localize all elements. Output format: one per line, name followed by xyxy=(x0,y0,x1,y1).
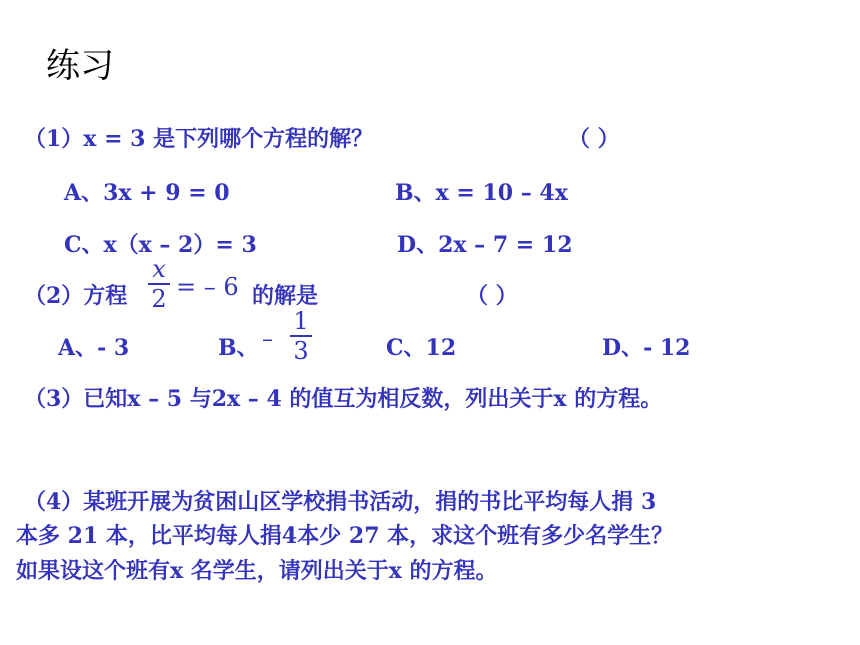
q2-answer-paren: （ ） xyxy=(466,283,518,309)
q2-option-d: D、- 12 xyxy=(602,335,691,361)
q4-line-3: 如果设这个班有x 名学生，请列出关于x 的方程。 xyxy=(16,558,498,584)
q2-fraction-denominator: 2 xyxy=(151,284,167,313)
q1-option-c: C、x（x – 2）= 3 xyxy=(64,232,257,258)
q1-answer-paren: （ ） xyxy=(568,126,620,152)
q2-rhs: = – 6 xyxy=(176,273,239,301)
q2-suffix: 的解是 xyxy=(252,283,319,309)
q4-line-2: 本多 21 本，比平均每人捐4本少 27 本，求这个班有多少名学生？ xyxy=(16,523,674,549)
q4-line-1: （4）某班开展为贫困山区学校捐书活动，捐的书比平均每人捐 3 xyxy=(24,489,657,515)
q2-prefix: （2）方程 xyxy=(24,283,128,309)
q2-option-b: B、 xyxy=(218,335,259,361)
q2-option-a: A、- 3 xyxy=(58,335,130,361)
q3-text: （3）已知x – 5 与2x – 4 的值互为相反数，列出关于x 的方程。 xyxy=(24,386,663,412)
q2-option-b-sign: – xyxy=(262,327,273,352)
q2-option-b-denominator: 3 xyxy=(293,336,309,365)
q1-option-d: D、2x – 7 = 12 xyxy=(397,232,573,258)
q1-option-b: B、x = 10 – 4x xyxy=(395,180,568,206)
page-title: 练习 xyxy=(46,46,114,86)
q2-option-b-fraction xyxy=(290,308,312,364)
q2-option-c: C、12 xyxy=(386,335,457,361)
q1-stem: （1）x = 3 是下列哪个方程的解？ xyxy=(24,126,374,152)
q1-option-a: A、3x + 9 = 0 xyxy=(64,180,230,206)
q2-fraction-numerator: x xyxy=(152,255,166,283)
q2-option-b-numerator: 1 xyxy=(293,307,309,335)
q2-fraction xyxy=(148,256,170,312)
